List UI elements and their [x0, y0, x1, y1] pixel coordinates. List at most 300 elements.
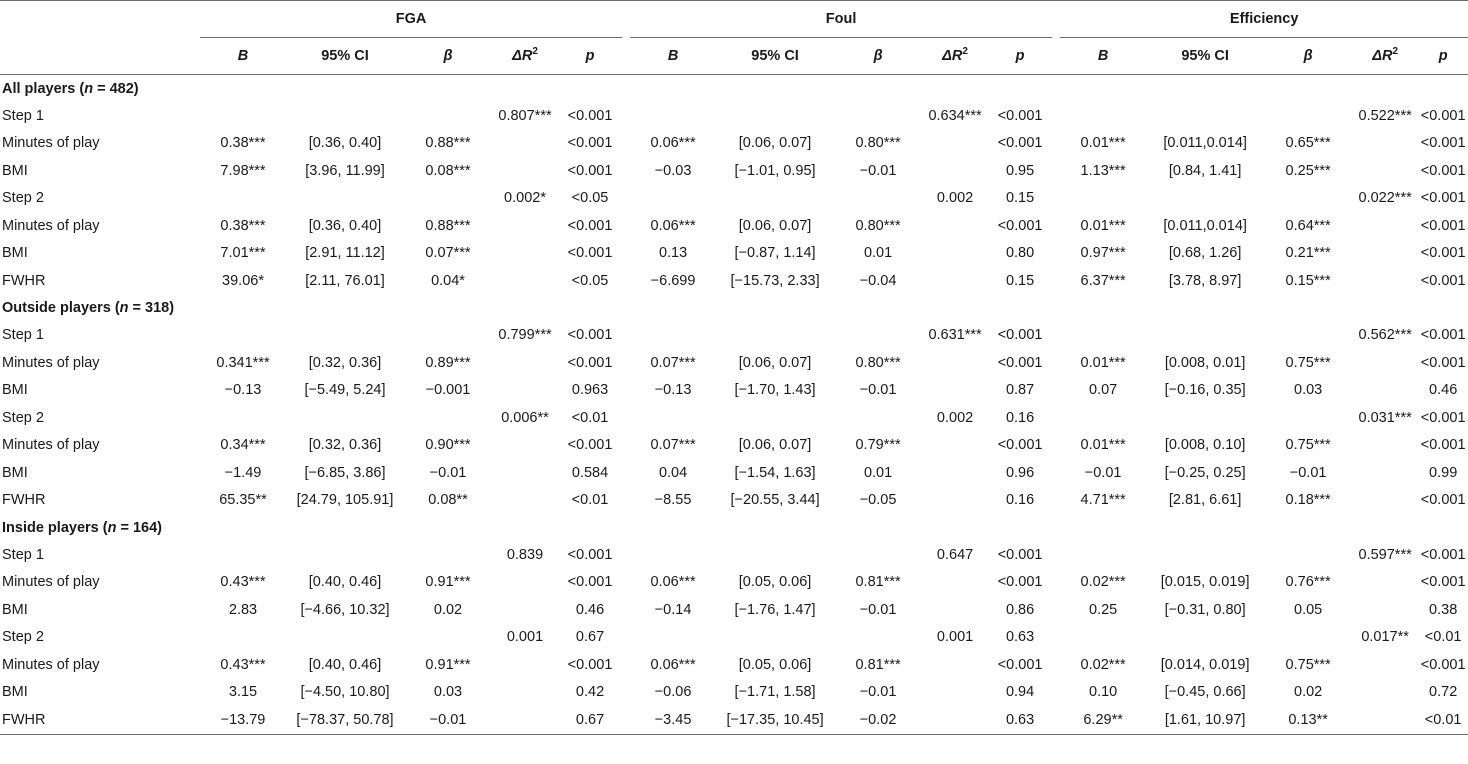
table-cell: [492, 569, 558, 597]
table-cell: [834, 322, 922, 350]
table-cell: [492, 157, 558, 185]
table-cell: 0.42: [575, 684, 605, 701]
table-cell: [200, 404, 286, 432]
table-cell: [1264, 185, 1352, 213]
table-cell: 0.80***: [855, 217, 901, 234]
table-cell: −0.01: [1084, 464, 1122, 481]
table-cell: [834, 102, 922, 130]
table-row: [0, 624, 1468, 652]
table-row: [0, 185, 1468, 213]
table-cell: 0.15***: [1285, 272, 1331, 289]
table-cell: 0.001: [936, 629, 974, 646]
table-cell: [0.36, 0.40]: [308, 217, 382, 234]
table-row: [0, 679, 1468, 707]
table-cell: [922, 651, 988, 679]
table-cell: <0.001: [1420, 656, 1466, 673]
table-cell: 0.031***: [1358, 409, 1412, 426]
table-cell: −0.13: [224, 382, 262, 399]
table-cell: −0.14: [654, 601, 692, 618]
table-cell: 0.63: [988, 706, 1052, 734]
table-cell: 0.839: [506, 546, 544, 563]
table-cell: 2.83: [228, 601, 258, 618]
table-cell: <0.001: [567, 546, 613, 563]
table-cell: 0.04*: [431, 272, 465, 289]
table-cell: [630, 404, 716, 432]
table-cell: [404, 624, 492, 652]
table-cell: 0.13**: [1264, 706, 1352, 734]
section-title: All players (n = 482): [2, 80, 139, 97]
column-header-superscript: 2: [962, 46, 968, 58]
table-cell: <0.01: [571, 409, 609, 426]
table-cell: <0.001: [567, 656, 613, 673]
row-label: Minutes of play: [2, 574, 100, 591]
table-cell: [492, 432, 558, 460]
table-row: [0, 267, 1468, 295]
table-cell: 0.80***: [855, 135, 901, 152]
column-header: [558, 38, 622, 75]
table-cell: <0.01: [571, 492, 609, 509]
table-cell: 0.80: [1005, 245, 1035, 262]
table-cell: [0.014, 0.019]: [1160, 656, 1250, 673]
table-cell: [−0.87, 1.14]: [734, 245, 816, 262]
table-row: [0, 157, 1468, 185]
table-row: [0, 706, 1468, 734]
table-cell: [922, 679, 988, 707]
table-row: [0, 102, 1468, 130]
table-cell: [834, 541, 922, 569]
table-cell: [716, 541, 834, 569]
table-cell: [200, 624, 286, 652]
table-cell: <0.01: [1418, 706, 1468, 734]
table-cell: 0.76***: [1285, 574, 1331, 591]
table-cell: 0.07: [1089, 382, 1118, 399]
table-cell: [0.008, 0.10]: [1164, 437, 1246, 454]
table-cell: 0.15: [1005, 190, 1035, 207]
table-cell: [1146, 322, 1264, 350]
table-row: [0, 596, 1468, 624]
section-title: Outside players (n = 318): [2, 300, 175, 316]
table-cell: 0.07***: [650, 437, 696, 454]
table-cell: 0.01***: [1080, 217, 1126, 234]
table-cell: 0.06***: [650, 656, 696, 673]
table-cell: [1352, 651, 1418, 679]
table-cell: 6.29**: [1060, 706, 1146, 734]
table-cell: 0.634***: [928, 107, 982, 124]
table-cell: [492, 679, 558, 707]
table-cell: [1060, 404, 1146, 432]
table-cell: 0.02: [1294, 684, 1323, 701]
table-cell: [−1.70, 1.43]: [734, 382, 816, 399]
table-cell: [922, 377, 988, 405]
table-row: [0, 240, 1468, 268]
column-header: [630, 38, 716, 75]
table-cell: 7.98***: [220, 162, 266, 179]
table-cell: [834, 404, 922, 432]
table-cell: [0.05, 0.06]: [738, 574, 812, 591]
table-cell: −3.45: [630, 706, 716, 734]
table-cell: [630, 541, 716, 569]
table-cell: [0.32, 0.36]: [308, 437, 382, 454]
table-cell: <0.001: [1420, 107, 1466, 124]
table-cell: [−0.31, 0.80]: [1164, 601, 1246, 618]
table-cell: <0.05: [571, 272, 609, 289]
row-label: Minutes of play: [2, 354, 100, 371]
table-row: [0, 322, 1468, 350]
table-cell: 0.63: [1005, 629, 1035, 646]
group-header-efficiency: Efficiency: [1060, 1, 1468, 38]
table-cell: [492, 651, 558, 679]
table-cell: [1352, 706, 1418, 734]
row-label: Minutes of play: [2, 135, 100, 152]
table-cell: 0.10: [1089, 684, 1118, 701]
column-header: [286, 38, 404, 75]
group-header-row: [0, 1, 1468, 38]
table-cell: [286, 624, 404, 652]
table-cell: <0.001: [567, 217, 613, 234]
group-header-fga: FGA: [200, 1, 622, 38]
table-cell: [492, 212, 558, 240]
table-cell: <0.001: [997, 656, 1043, 673]
column-header-superscript: 2: [532, 46, 538, 58]
table-cell: 0.08***: [425, 162, 471, 179]
table-row: [0, 487, 1468, 515]
table-cell: 0.05: [1294, 601, 1323, 618]
table-cell: [0.05, 0.06]: [738, 656, 812, 673]
table-cell: [2.91, 11.12]: [305, 245, 385, 262]
table-cell: <0.001: [1420, 327, 1466, 344]
table-cell: [922, 267, 988, 295]
table-cell: [286, 185, 404, 213]
table-cell: [200, 541, 286, 569]
table-cell: −0.01: [859, 684, 897, 701]
table-cell: [716, 322, 834, 350]
column-header: [492, 38, 558, 75]
table-cell: [1146, 624, 1264, 652]
table-cell: 0.02***: [1080, 574, 1126, 591]
column-header: [1264, 38, 1352, 75]
table-cell: [1264, 102, 1352, 130]
table-cell: 0.96: [1005, 464, 1035, 481]
table-cell: [922, 157, 988, 185]
table-cell: 0.01***: [1080, 135, 1126, 152]
table-cell: [−0.16, 0.35]: [1164, 382, 1246, 399]
section-header-row: [0, 295, 1468, 322]
table-cell: [3.96, 11.99]: [305, 162, 385, 179]
table-cell: 0.91***: [425, 656, 471, 673]
table-cell: 0.01: [863, 245, 893, 262]
table-cell: [1146, 404, 1264, 432]
table-cell: 0.02***: [1080, 656, 1126, 673]
table-cell: <0.001: [1420, 437, 1466, 454]
table-cell: [1146, 102, 1264, 130]
table-cell: [492, 706, 558, 734]
table-cell: [3.78, 8.97]: [1168, 272, 1242, 289]
row-label: Minutes of play: [2, 656, 100, 673]
table-cell: 0.597***: [1358, 546, 1412, 563]
table-cell: 0.01***: [1080, 437, 1126, 454]
table-cell: −8.55: [654, 492, 692, 509]
table-cell: 0.15: [1005, 272, 1035, 289]
table-cell: [1352, 459, 1418, 487]
table-cell: [630, 185, 716, 213]
table-cell: <0.001: [567, 135, 613, 152]
column-header-label: β: [443, 48, 453, 64]
table-cell: 0.03: [433, 684, 463, 701]
section-header-row: [0, 75, 1468, 103]
table-cell: [630, 102, 716, 130]
table-cell: [834, 185, 922, 213]
table-cell: [1146, 541, 1264, 569]
table-cell: 0.75***: [1285, 354, 1331, 371]
table-cell: −6.699: [650, 272, 696, 289]
table-cell: 65.35**: [219, 492, 267, 509]
table-cell: 0.90***: [425, 437, 471, 454]
table-cell: [0.011,0.014]: [1163, 135, 1247, 152]
table-cell: 0.80***: [855, 354, 901, 371]
table-cell: [404, 322, 492, 350]
table-cell: −0.06: [654, 684, 692, 701]
row-label: Step 1: [2, 107, 44, 124]
table-cell: −13.79: [200, 706, 286, 734]
table-cell: [492, 130, 558, 158]
table-cell: 0.002: [936, 409, 974, 426]
table-cell: [1060, 185, 1146, 213]
row-label: Minutes of play: [2, 437, 100, 454]
table-cell: 0.81***: [855, 574, 901, 591]
row-label: Step 1: [2, 546, 44, 563]
table-cell: 0.88***: [425, 135, 471, 152]
table-cell: 0.88***: [425, 217, 471, 234]
table-cell: [1060, 541, 1146, 569]
table-cell: [716, 102, 834, 130]
table-cell: 0.002: [936, 190, 974, 207]
table-cell: [1352, 157, 1418, 185]
table-cell: <0.001: [567, 437, 613, 454]
table-cell: <0.001: [567, 574, 613, 591]
table-cell: [286, 541, 404, 569]
table-cell: −0.01: [859, 162, 897, 179]
table-cell: 0.25: [1089, 601, 1118, 618]
column-header: [1146, 38, 1264, 75]
stub-subheader: [0, 38, 200, 75]
table-cell: [0.40, 0.46]: [308, 656, 382, 673]
table-cell: [922, 569, 988, 597]
table-cell: <0.001: [1420, 135, 1466, 152]
row-label: BMI: [2, 684, 28, 701]
table-cell: 1.13***: [1080, 162, 1126, 179]
column-header: [1060, 38, 1146, 75]
table-cell: 0.38: [1429, 601, 1458, 618]
column-header-label: 95% CI: [751, 48, 799, 64]
table-cell: 0.91***: [425, 574, 471, 591]
table-cell: 0.08**: [428, 492, 468, 509]
table-cell: [1352, 487, 1418, 515]
row-label: Step 2: [2, 629, 44, 646]
column-header: [200, 38, 286, 75]
table-cell: <0.001: [1420, 217, 1466, 234]
table-cell: [0.40, 0.46]: [308, 574, 382, 591]
table-cell: [492, 377, 558, 405]
table-cell: [−0.45, 0.66]: [1164, 684, 1246, 701]
table-cell: <0.001: [997, 546, 1043, 563]
row-label: FWHR: [2, 272, 46, 289]
table-cell: [404, 102, 492, 130]
table-cell: [1352, 377, 1418, 405]
table-cell: [1264, 541, 1352, 569]
table-row: [0, 541, 1468, 569]
table-cell: 0.67: [558, 706, 622, 734]
table-cell: 0.631***: [928, 327, 982, 344]
table-cell: 0.46: [1429, 382, 1458, 399]
table-cell: 0.87: [1005, 382, 1035, 399]
stub-header: [0, 1, 200, 38]
row-label: FWHR: [0, 706, 200, 734]
column-header-label: B: [237, 48, 249, 64]
table-cell: [1352, 130, 1418, 158]
column-header-label: 95% CI: [321, 48, 369, 64]
table-cell: 0.03: [1294, 382, 1323, 399]
table-cell: 0.25***: [1285, 162, 1331, 179]
column-header: [988, 38, 1052, 75]
table-cell: <0.001: [997, 437, 1043, 454]
table-cell: <0.001: [567, 107, 613, 124]
table-cell: 0.562***: [1358, 327, 1412, 344]
table-cell: 0.34***: [220, 437, 266, 454]
table-cell: [−20.55, 3.44]: [730, 492, 820, 509]
table-cell: 0.16: [1005, 492, 1035, 509]
table-cell: 0.06***: [650, 574, 696, 591]
table-cell: [492, 459, 558, 487]
column-header-label: ΔR: [942, 48, 963, 64]
table-cell: [1352, 267, 1418, 295]
table-cell: [1352, 569, 1418, 597]
table-cell: 7.01***: [220, 245, 266, 262]
column-header-label: B: [667, 48, 679, 64]
table-cell: −0.05: [859, 492, 897, 509]
table-cell: 0.97***: [1080, 245, 1126, 262]
table-cell: 0.06***: [650, 135, 696, 152]
row-label: BMI: [2, 162, 28, 179]
table-cell: [−1.71, 1.58]: [734, 684, 816, 701]
table-cell: −0.001: [425, 382, 471, 399]
table-cell: 0.06***: [650, 217, 696, 234]
column-header-label: 95% CI: [1181, 48, 1229, 64]
table-cell: 0.43***: [220, 574, 266, 591]
table-row: [0, 404, 1468, 432]
group-header-foul: Foul: [630, 1, 1052, 38]
table-cell: <0.001: [1420, 574, 1466, 591]
table-cell: 0.46: [575, 601, 605, 618]
table-cell: <0.001: [997, 217, 1043, 234]
table-cell: −0.01: [859, 382, 897, 399]
table-cell: 0.67: [575, 629, 605, 646]
table-cell: [1060, 624, 1146, 652]
table-cell: 0.07***: [425, 245, 471, 262]
table-cell: <0.001: [1420, 546, 1466, 563]
column-header: [716, 38, 834, 75]
table-cell: [1060, 322, 1146, 350]
table-cell: [1264, 624, 1352, 652]
table-cell: <0.001: [567, 162, 613, 179]
table-cell: [−6.85, 3.86]: [304, 464, 386, 481]
table-cell: 0.807***: [498, 107, 552, 124]
table-cell: 0.38***: [220, 217, 266, 234]
table-cell: −1.49: [224, 464, 262, 481]
table-cell: 0.81***: [855, 656, 901, 673]
table-cell: [922, 706, 988, 734]
column-header-label: ΔR: [512, 48, 533, 64]
table-cell: [−1.76, 1.47]: [734, 601, 816, 618]
table-cell: 0.86: [1005, 601, 1035, 618]
table-cell: <0.001: [997, 327, 1043, 344]
table-cell: −0.01: [1289, 464, 1327, 481]
row-label: BMI: [2, 382, 28, 399]
column-header: [922, 38, 988, 75]
table-cell: −0.02: [834, 706, 922, 734]
table-cell: [−4.50, 10.80]: [300, 684, 390, 701]
table-cell: −0.01: [429, 464, 467, 481]
table-cell: <0.001: [997, 107, 1043, 124]
table-cell: [0.68, 1.26]: [1168, 245, 1242, 262]
table-cell: 0.99: [1429, 464, 1458, 481]
column-header-label: β: [873, 48, 883, 64]
row-label: Step 2: [2, 409, 44, 426]
table-cell: [0.06, 0.07]: [738, 217, 812, 234]
column-header: [404, 38, 492, 75]
table-cell: 0.04: [658, 464, 688, 481]
table-cell: [922, 130, 988, 158]
table-cell: [1352, 679, 1418, 707]
table-cell: [404, 404, 492, 432]
table-cell: <0.001: [997, 354, 1043, 371]
column-header: [1418, 38, 1468, 75]
table-cell: 0.13: [658, 245, 688, 262]
table-cell: [−78.37, 50.78]: [286, 706, 404, 734]
table-cell: [1060, 102, 1146, 130]
table-cell: 0.799***: [498, 327, 552, 344]
table-cell: [200, 322, 286, 350]
table-cell: 0.07***: [650, 354, 696, 371]
table-cell: 0.963: [571, 382, 609, 399]
table-cell: 0.647: [936, 546, 974, 563]
table-cell: [0.011,0.014]: [1163, 217, 1247, 234]
table-cell: [492, 267, 558, 295]
table-cell: [24.79, 105.91]: [296, 492, 394, 509]
table-cell: 0.522***: [1358, 107, 1412, 124]
row-label: BMI: [2, 245, 28, 262]
table-cell: [1352, 349, 1418, 377]
table-cell: 0.02: [433, 601, 463, 618]
table-cell: [1352, 596, 1418, 624]
table-row: [0, 212, 1468, 240]
table-cell: <0.001: [1420, 409, 1466, 426]
table-cell: [922, 432, 988, 460]
table-row: [0, 349, 1468, 377]
table-cell: [492, 240, 558, 268]
table-cell: −0.01: [859, 601, 897, 618]
table-cell: 0.75***: [1285, 437, 1331, 454]
table-cell: [2.81, 6.61]: [1168, 492, 1242, 509]
table-cell: [−1.54, 1.63]: [734, 464, 816, 481]
table-cell: 0.64***: [1285, 217, 1331, 234]
table-cell: [−15.73, 2.33]: [730, 272, 820, 289]
table-cell: [404, 541, 492, 569]
table-cell: 0.01***: [1080, 354, 1126, 371]
table-cell: <0.001: [1420, 245, 1466, 262]
table-cell: <0.001: [567, 354, 613, 371]
table-cell: <0.001: [1420, 272, 1466, 289]
table-cell: 0.01: [863, 464, 893, 481]
